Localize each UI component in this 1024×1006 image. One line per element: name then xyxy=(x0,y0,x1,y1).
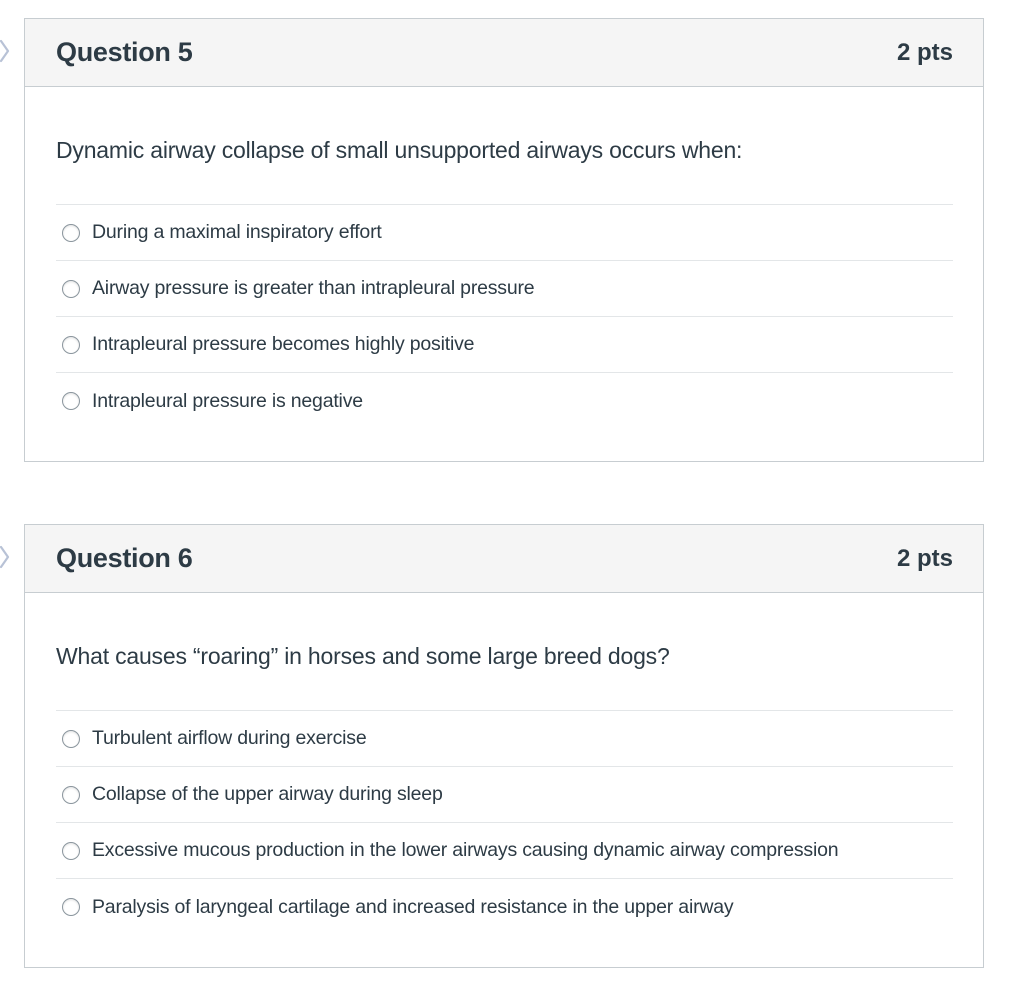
question-title: Question 5 xyxy=(56,37,193,67)
answer-label: Intrapleural pressure becomes highly positive xyxy=(92,333,475,355)
answer-label: Intrapleural pressure is negative xyxy=(92,389,363,412)
answer-label: During a maximal inspiratory effort xyxy=(92,221,382,243)
answer-radio[interactable] xyxy=(62,786,80,804)
question-header xyxy=(25,525,983,593)
answer-radio[interactable] xyxy=(62,280,80,298)
question-points: 2 pts xyxy=(896,38,953,66)
answer-radio[interactable] xyxy=(62,842,80,860)
question-prompt: What causes “roaring” in horses and some large breed dogs? xyxy=(56,643,670,669)
answer-radio[interactable] xyxy=(62,730,80,748)
answer-option[interactable] xyxy=(56,317,953,373)
question-body xyxy=(25,593,983,935)
flag-question-icon[interactable] xyxy=(0,545,15,569)
question-title: Question 6 xyxy=(56,543,193,573)
answer-list xyxy=(56,204,953,429)
question-5-card xyxy=(24,18,984,462)
answer-option[interactable] xyxy=(56,879,953,935)
answer-option[interactable] xyxy=(56,373,953,429)
answer-option[interactable] xyxy=(56,711,953,767)
flag-question-icon[interactable] xyxy=(0,39,15,63)
answer-radio[interactable] xyxy=(62,392,80,410)
answer-radio[interactable] xyxy=(62,224,80,242)
question-prompt: Dynamic airway collapse of small unsupported airways occurs when: xyxy=(56,137,743,163)
answer-label: Collapse of the upper airway during sleep xyxy=(92,783,443,805)
answer-option[interactable] xyxy=(56,205,953,261)
answer-radio[interactable] xyxy=(62,898,80,916)
answer-label: Paralysis of laryngeal cartilage and increased resistance in the upper airway xyxy=(92,895,734,918)
question-6-card xyxy=(24,524,984,968)
answer-option[interactable] xyxy=(56,261,953,317)
question-points: 2 pts xyxy=(896,544,953,572)
answer-option[interactable] xyxy=(56,823,953,879)
answer-label: Turbulent airflow during exercise xyxy=(92,727,367,749)
answer-option[interactable] xyxy=(56,767,953,823)
answer-radio[interactable] xyxy=(62,336,80,354)
answer-label: Excessive mucous production in the lower airways causing dynamic airway compression xyxy=(92,839,839,861)
answer-label: Airway pressure is greater than intrapleural pressure xyxy=(92,277,535,299)
answer-list xyxy=(56,710,953,935)
question-header xyxy=(25,19,983,87)
question-body xyxy=(25,87,983,429)
